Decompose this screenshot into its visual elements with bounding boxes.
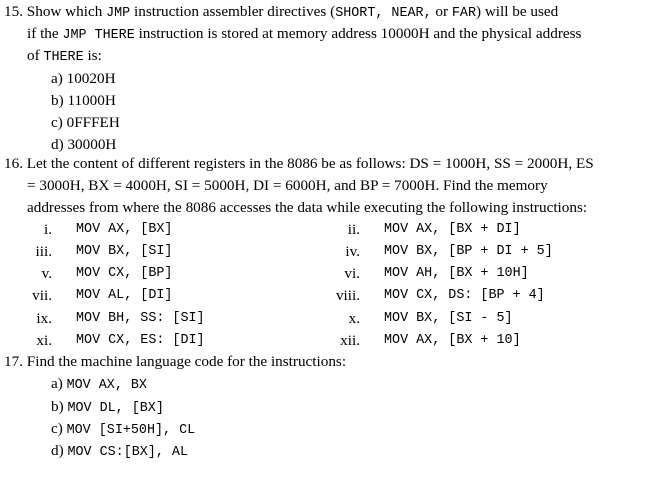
q16-item-code: MOV AX, [BX + DI] [384, 222, 521, 237]
q16-item-code: MOV BH, SS: [SI] [76, 311, 205, 326]
q16-text: addresses from where the 8086 accesses the data while executing the following instructions: [27, 199, 588, 216]
q16-item-code: MOV AH, [BX + 10H] [384, 266, 529, 281]
q16-line-3 [27, 197, 587, 219]
q16-item-number: x. [348, 310, 360, 327]
q16-item-code: MOV BX, [SI] [76, 244, 173, 259]
q15-text: of [27, 47, 40, 64]
q17-number: 17. [4, 353, 23, 370]
q17-option-c: c) MOV [SI+50H], CL [51, 420, 196, 438]
q16-item-number: ii. [347, 221, 360, 238]
q16-line-1 [4, 153, 594, 175]
q16-item-number: ix. [36, 310, 52, 327]
q15-option-d: d) 30000H [51, 136, 117, 153]
q15-text: is: [87, 47, 102, 64]
q16-item-number: iv. [345, 243, 360, 260]
q15-code-short-near: SHORT, NEAR, [335, 6, 432, 21]
q16-item-code: MOV AX, [BX] [76, 222, 173, 237]
q15-text: instruction is stored at memory address 10000H and the physical address [138, 25, 582, 42]
q15-option-a: a) 10020H [51, 70, 116, 87]
q16-item-number: iii. [35, 243, 52, 260]
q16-text: Let the content of different registers in the 8086 be as follows: DS = 1000H, SS = 2000H, ES [26, 155, 594, 172]
q17-text: Find the machine language code for the instructions: [26, 353, 347, 370]
q16-item-code: MOV CX, [BP] [76, 266, 173, 281]
q16-item-code: MOV AL, [DI] [76, 288, 173, 303]
q16-item-code: MOV BX, [SI - 5] [384, 311, 513, 326]
q15-text: instruction assembler directives ( [134, 3, 336, 20]
q16-item-number: xii. [340, 332, 360, 349]
q16-item-code: MOV AX, [BX + 10] [384, 333, 521, 348]
q16-number: 16. [4, 155, 23, 172]
q17-option-d: d) MOV CS:[BX], AL [51, 442, 188, 460]
q16-item-code: MOV CX, DS: [BP + 4] [384, 288, 545, 303]
q15-code-far: FAR [451, 6, 476, 21]
q16-line-2 [27, 175, 548, 197]
q15-option-b: b) 11000H [51, 92, 116, 109]
q16-item-number: v. [41, 265, 52, 282]
q15-line-3 [27, 45, 102, 69]
q15-option-c: c) 0FFFEH [51, 114, 120, 131]
q15-number: 15. [4, 3, 23, 20]
q16-item-number: viii. [335, 287, 360, 304]
q16-item-number: vi. [344, 265, 360, 282]
q16-item-number: xi. [36, 332, 52, 349]
q16-item-number: i. [43, 221, 52, 238]
q16-item-code: MOV CX, ES: [DI] [76, 333, 205, 348]
q15-line-2 [27, 23, 581, 47]
q17-option-a: a) MOV AX, BX [51, 375, 147, 393]
q15-text: Show which [26, 3, 103, 20]
q15-line-1 [4, 1, 558, 25]
q15-text: ) will be used [475, 3, 559, 20]
q15-code-there: THERE [43, 50, 84, 65]
q16-text: = 3000H, BX = 4000H, SI = 5000H, DI = 6000H, and BP = 7000H. Find the memory [27, 177, 548, 194]
q15-code-jmp-there: JMP THERE [62, 28, 135, 43]
q16-item-number: vii. [32, 287, 52, 304]
q16-item-code: MOV BX, [BP + DI + 5] [384, 244, 553, 259]
q15-code-jmp: JMP [106, 6, 131, 21]
q15-text: if the [27, 25, 59, 42]
q17-line-1 [4, 351, 346, 373]
q17-option-b: b) MOV DL, [BX] [51, 398, 164, 416]
q15-text: or [435, 3, 449, 20]
